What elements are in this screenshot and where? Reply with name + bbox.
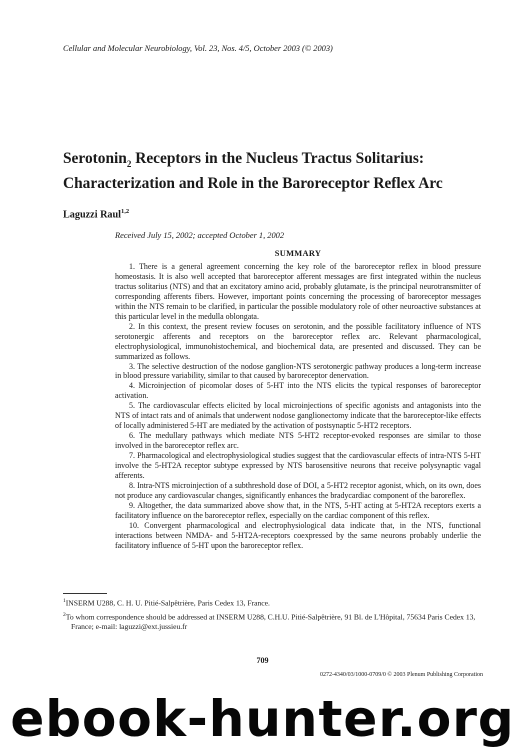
summary-body [115,262,481,551]
footnotes [63,596,483,633]
author [63,208,129,220]
footnote-1-mark: 1 [63,598,66,604]
summary-paragraph-1: 1. There is a general agreement concerning the key role of the baroreceptor reflex in blood pressure homeostasis. It is also well accepted that baroreceptor afferent messages are first integrated within the nucleus tractus solitarius (NTS) and that an excitatory amino acid, probably glutamate, is the principal neurotransmitter of corresponding afferents fibers. However, important points concerning the processing of baroreceptor messages within the NTS remain to be clarified, in particular the possible modulatory role of other neuroactive substances at this particular level in the medulla oblongata. [115,262,481,321]
summary-paragraph-4: 4. Microinjection of picomolar doses of 5-HT into the NTS elicits the typical responses of baroreceptor activation. [115,381,481,401]
summary-paragraph-3: 3. The selective destruction of the nodose ganglion-NTS serotonergic pathway produces a long-term increase in blood pressure variability, similar to that caused by baroreceptor denervation. [115,361,481,381]
summary-heading: SUMMARY [274,249,322,258]
article-title [63,149,483,194]
summary-paragraph-5: 5. The cardiovascular effects elicited by local microinjections of specific agonists and antagonists into the NTS of intact rats and of animals that underwent nodose ganglionectomy indicate that the baroreceptor-like effects of locally administered 5-HT are mediated by the activation of postsynaptic 5-HT2 receptors. [115,401,481,431]
footnote-1-text: INSERM U288, C. H. U. Pitié-Salpêtrière, Paris Cedex 13, France. [65,598,270,608]
footnote-2-mark: 2 [63,611,66,618]
summary-paragraph-6: 6. The medullary pathways which mediate NTS 5-HT2 receptor-evoked responses are similar to those involved in the baroreceptor reflex arc. [115,431,481,451]
page-number: 709 [256,656,269,665]
footnote-divider [63,593,107,594]
copyright-line: 0272-4340/03/1000-0709/0 © 2003 Plenum Publishing Corporation [319,672,483,678]
watermark-banner: ebook-hunter.org [10,690,515,748]
summary-paragraph-10: 10. Convergent pharmacological and electrophysiological data indicate that, in the NTS, functional interactions between NMDA- and 5-HT2A-receptors coexpressed by the same neurons probably underlie the facilitatory influence of 5-HT upon the baroreceptor reflex. [115,520,481,550]
title-part-1: Serotonin [63,150,127,167]
summary-paragraph-8: 8. Intra-NTS microinjection of a subthreshold dose of DOI, a 5-HT2 receptor agonist, which, on its own, does not produce any cardiovascular changes, significantly enhances the bradycardiac component of the baroreflex. [115,480,481,500]
author-name: Laguzzi Raul [63,209,122,221]
received-dates: Received July 15, 2002; accepted October 1, 2002 [115,231,285,240]
journal-citation: Cellular and Molecular Neurobiology, Vol. 23, Nos. 4/5, October 2003 (© 2003) [63,44,333,53]
title-part-2: Receptors in the Nucleus Tractus Solitarius: Characterization and Role in the Baroreceptor Reflex Arc [63,150,443,193]
footnote-1 [63,596,483,609]
summary-paragraph-7: 7. Pharmacological and electrophysiological studies suggest that the cardiovascular effects of intra-NTS 5-HT involve the 5-HT2A receptor subtype expressed by NTS barosensitive neurons that receive polysynaptic vagal afferents. [115,451,481,481]
summary-paragraph-9: 9. Altogether, the data summarized above show that, in the NTS, 5-HT acting at 5-HT2A receptors exerts a facilitatory influence on the baroreceptor reflex, especially on the cardiac component of this reflex. [115,500,481,520]
author-affiliation-marks: 1,2 [121,208,130,215]
footnote-2-text: To whom correspondence should be addressed at INSERM U288, C.H.U. Pitié-Salpêtrière, 91 Bl. de L'Hôpital, 75634 Paris Cedex 13, France; e-mail: laguzzi@ext.jussieu.fr [65,612,476,632]
footnote-2 [63,610,483,633]
title-subscript: 2 [126,159,132,170]
summary-paragraph-2: 2. In this context, the present review focuses on serotonin, and the possible facilitatory influence of NTS serotonergic afferents and receptors on the baroreceptor reflex arc. Relevant pharmacological, electrophysiological, immunohistochemical, and biochemical data, are presented and discussed. They can be summarized as follows. [115,321,481,361]
